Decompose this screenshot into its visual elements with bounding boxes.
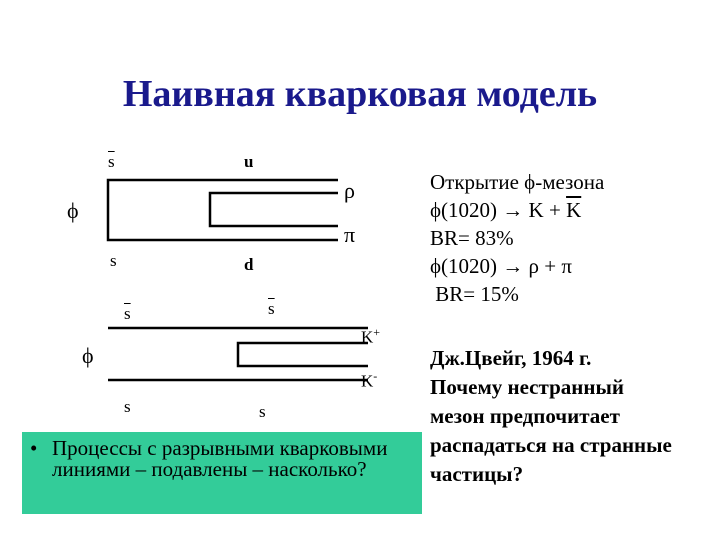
label-down-quark: d xyxy=(244,255,254,274)
discovery-line-2: $\phi(1020) \to K + \overline{K}$ xyxy=(430,198,582,222)
discovery-line-5: BR= 15% xyxy=(430,282,519,306)
created-pair-line xyxy=(238,343,368,366)
bullet-icon: • xyxy=(30,436,38,460)
label-pi-meson: π xyxy=(344,222,356,247)
inner-quark-loop xyxy=(210,193,338,226)
label-up-quark: u xyxy=(244,152,254,171)
label-antistrange-top: $\overline{s}$ xyxy=(108,152,115,171)
zweig-line-3: мезон предпочитает xyxy=(430,404,620,428)
zweig-question-text xyxy=(430,344,715,489)
label-phi-meson-2: ϕ xyxy=(82,343,94,368)
phi-to-kaons-diagram xyxy=(108,328,368,380)
phi-discovery-text xyxy=(430,168,715,308)
label-kaon-plus: K+ xyxy=(361,325,381,347)
phi-to-rho-pi-diagram xyxy=(108,180,338,240)
suppression-note-text: Процессы с разрывными кварковыми линиями – подавлены – насколько? xyxy=(52,436,388,481)
label-kaon-minus: K- xyxy=(361,369,378,391)
discovery-line-4: ϕ(1020) → ρ + π xyxy=(430,254,572,278)
zweig-line-1: Дж.Цвейг, 1964 г. xyxy=(430,346,592,370)
label-strange-left: s xyxy=(124,397,131,416)
slide-title: Наивная кварковая модель xyxy=(122,73,598,115)
outer-quark-loop xyxy=(108,180,338,240)
label-strange-right: s xyxy=(259,402,266,421)
suppression-note-box xyxy=(22,432,422,514)
label-strange-bottom: s xyxy=(110,251,117,270)
suppression-note xyxy=(30,438,414,480)
label-antistrange-left: $\overline{s}$ xyxy=(124,304,131,323)
label-antistrange-right: $\overline{s}$ xyxy=(268,299,275,318)
zweig-line-2: Почему нестранный xyxy=(430,375,624,399)
discovery-line-1: Открытие ϕ-мезона xyxy=(430,170,605,194)
discovery-line-3: BR= 83% xyxy=(430,226,514,250)
label-phi-meson: ϕ xyxy=(67,198,79,223)
zweig-line-5: частицы? xyxy=(430,462,524,486)
label-rho-meson: ρ xyxy=(344,178,355,203)
zweig-line-4: распадаться на странные xyxy=(430,433,672,457)
